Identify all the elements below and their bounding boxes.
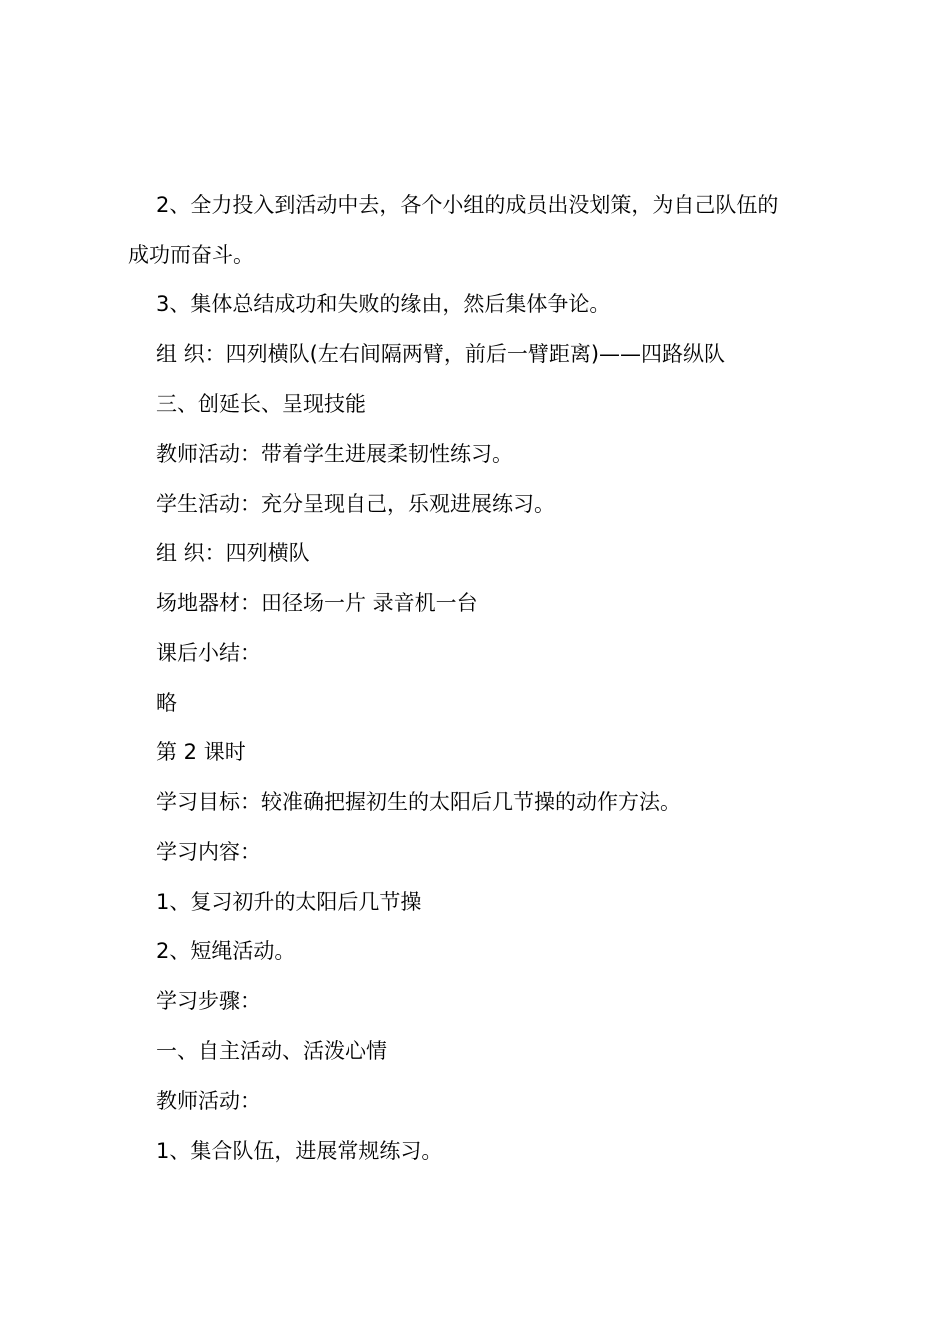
paragraph-line: 成功而奋斗。 bbox=[128, 243, 254, 267]
section-heading: 三、创延长、呈现技能 bbox=[156, 392, 366, 416]
paragraph-line: 学习步骤： bbox=[156, 989, 261, 1013]
paragraph-line: 组 织：四列横队 bbox=[156, 541, 310, 565]
paragraph-line: 教师活动： bbox=[156, 1089, 261, 1113]
lesson-heading: 第 2 课时 bbox=[156, 740, 246, 764]
paragraph-line: 略 bbox=[156, 691, 177, 715]
paragraph-line: 组 织：四列横队(左右间隔两臂，前后一臂距离)——四路纵队 bbox=[156, 342, 726, 366]
paragraph-line: 课后小结： bbox=[156, 641, 261, 665]
paragraph-line: 学生活动：充分呈现自己，乐观进展练习。 bbox=[156, 492, 555, 516]
paragraph-line: 学习目标：较准确把握初生的太阳后几节操的动作方法。 bbox=[156, 790, 681, 814]
paragraph-line: 学习内容： bbox=[156, 840, 261, 864]
paragraph-line: 教师活动：带着学生进展柔韧性练习。 bbox=[156, 442, 513, 466]
paragraph-line: 1、集合队伍，进展常规练习。 bbox=[156, 1139, 443, 1163]
paragraph-line: 1、复习初升的太阳后几节操 bbox=[156, 890, 422, 914]
paragraph-line: 3、集体总结成功和失败的缘由，然后集体争论。 bbox=[156, 292, 611, 316]
section-heading: 一、自主活动、活泼心情 bbox=[156, 1039, 387, 1063]
paragraph-line: 2、短绳活动。 bbox=[156, 939, 296, 963]
paragraph-line: 场地器材：田径场一片 录音机一台 bbox=[156, 591, 478, 615]
paragraph-line: 2、全力投入到活动中去，各个小组的成员出没划策，为自己队伍的 bbox=[156, 193, 779, 217]
